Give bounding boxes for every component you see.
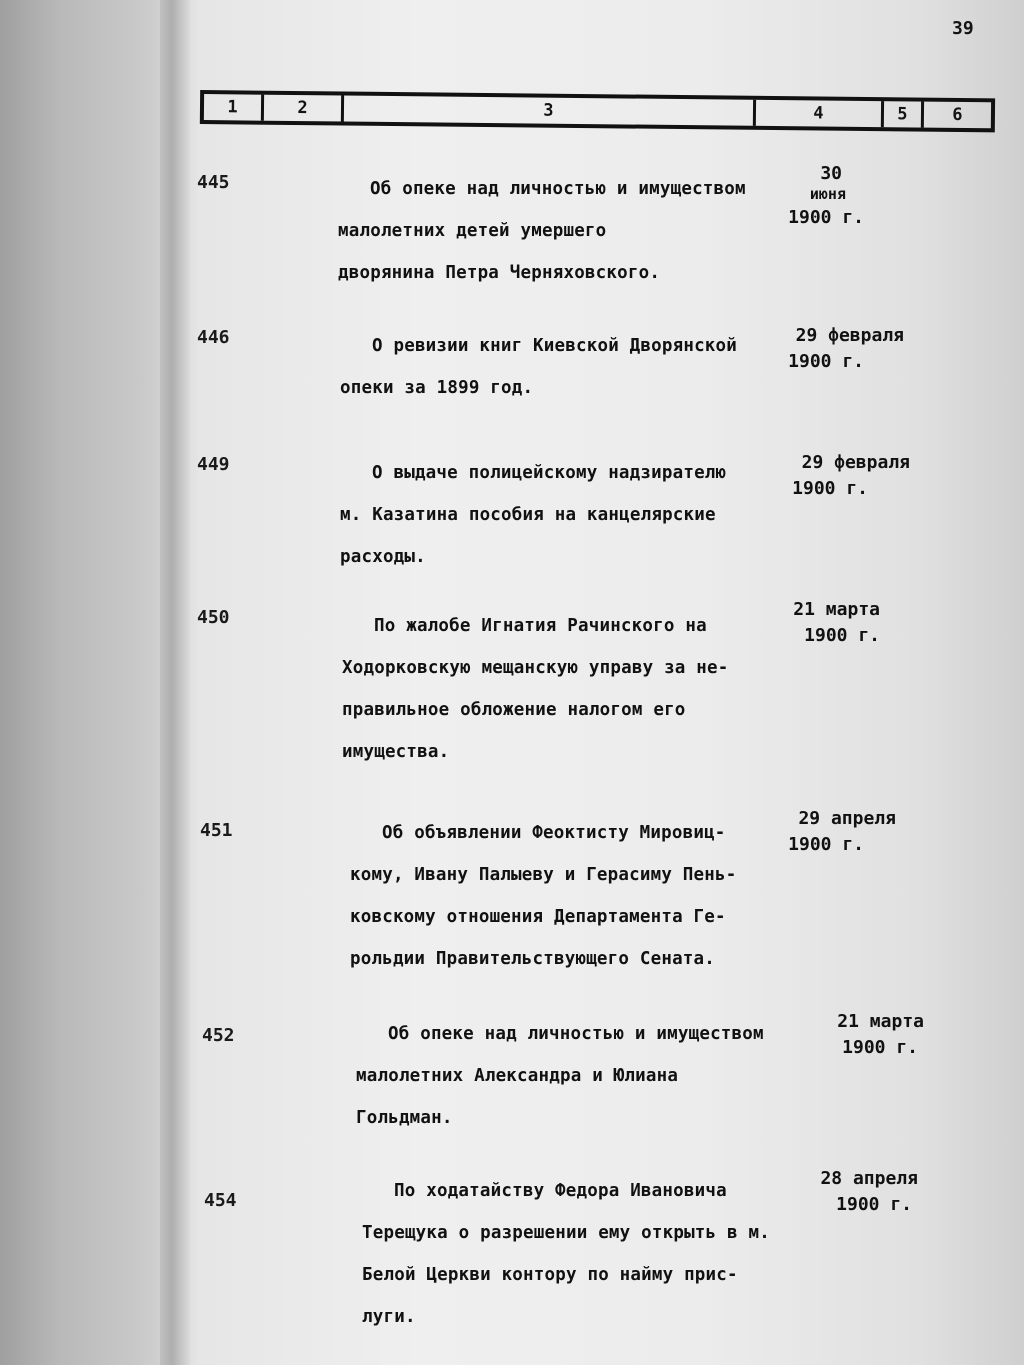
entry-date (792, 450, 910, 502)
entry-line: имущества. (342, 742, 450, 762)
entry-line: Об объявлении Феоктисту Мировиц- (382, 823, 726, 843)
entry-line: Белой Церкви контору по найму прис- (362, 1265, 738, 1285)
date-year: 1900 г. (788, 351, 864, 372)
entry-line: ковскому отношения Департамента Ге- (350, 907, 726, 927)
entry-line: малолетних Александра и Юлиана (356, 1066, 679, 1086)
entry-date (837, 1009, 924, 1061)
entry-description (362, 1170, 802, 1338)
entry-line: расходы. (340, 547, 426, 567)
entry-number: 454 (204, 1190, 237, 1211)
column-header-6: 6 (952, 104, 963, 125)
date-day: 30 (820, 163, 842, 184)
entry-line: опеки за 1899 год. (340, 378, 534, 398)
date-month: июня (809, 185, 846, 203)
entry-date (788, 164, 864, 228)
entry-line: По ходатайству Федора Ивановича (394, 1181, 727, 1201)
date-day: 28 апреля (820, 1168, 918, 1189)
date-year: 1900 г. (804, 625, 880, 646)
entry-line: дворянина Петра Черняховского. (338, 263, 661, 283)
entry-line: рольдии Правительствующего Сената. (350, 949, 716, 969)
entry-line: Ходорковскую мещанскую управу за не- (342, 658, 729, 678)
date-day: 21 марта (793, 599, 880, 620)
entry-description (340, 452, 780, 578)
entry-line: О выдаче полицейскому надзирателю (372, 463, 727, 483)
entry-line: Гольдман. (356, 1108, 453, 1128)
entry-date (788, 323, 904, 375)
date-year: 1900 г. (842, 1037, 918, 1058)
entry-number: 450 (197, 607, 230, 628)
entry-description (342, 605, 782, 773)
entry-number: 451 (200, 820, 233, 841)
column-header-4: 4 (756, 100, 884, 127)
entry-description (340, 325, 780, 409)
facing-page-bleed (0, 0, 160, 1365)
entry-line: правильное обложение налогом его (342, 700, 686, 720)
entry-line: Об опеке над личностью и имуществом (370, 179, 746, 199)
entry-line: Об опеке над личностью и имуществом (388, 1024, 764, 1044)
date-day: 29 февраля (795, 325, 904, 346)
column-header-3: 3 (344, 96, 756, 126)
page-number: 39 (952, 18, 974, 39)
column-header-1: 1 (204, 94, 264, 121)
entry-line: Терещука о разрешении ему открыть в м. (362, 1223, 770, 1243)
entry-line: м. Казатина пособия на канцелярские (340, 505, 716, 525)
column-header-table (200, 90, 995, 132)
entry-number: 445 (197, 172, 230, 193)
entry-number: 452 (202, 1025, 235, 1046)
date-year: 1900 г. (788, 834, 864, 855)
entry-line: луги. (362, 1307, 416, 1327)
entry-date (820, 1166, 918, 1218)
date-year: 1900 г. (792, 478, 868, 499)
page-fold-shadow (160, 0, 190, 1365)
entry-number: 446 (197, 327, 230, 348)
date-year: 1900 г. (836, 1194, 912, 1215)
entry-line: По жалобе Игнатия Рачинского на (374, 616, 707, 636)
entry-date (788, 806, 896, 858)
entry-line: кому, Ивану Палыеву и Герасиму Пень- (350, 865, 737, 885)
column-header-5: 5 (884, 101, 924, 127)
date-day: 29 апреля (798, 808, 896, 829)
entry-line: О ревизии книг Киевской Дворянской (372, 336, 738, 356)
entry-description (356, 1013, 796, 1139)
entry-description (350, 812, 790, 980)
date-day: 29 февраля (801, 452, 910, 473)
entry-date (793, 597, 880, 649)
date-year: 1900 г. (788, 207, 864, 228)
entry-line: малолетних детей умершего (338, 221, 607, 241)
date-day: 21 марта (837, 1011, 924, 1032)
entry-number: 449 (197, 454, 230, 475)
entry-description (338, 168, 778, 294)
column-header-2: 2 (264, 95, 344, 122)
